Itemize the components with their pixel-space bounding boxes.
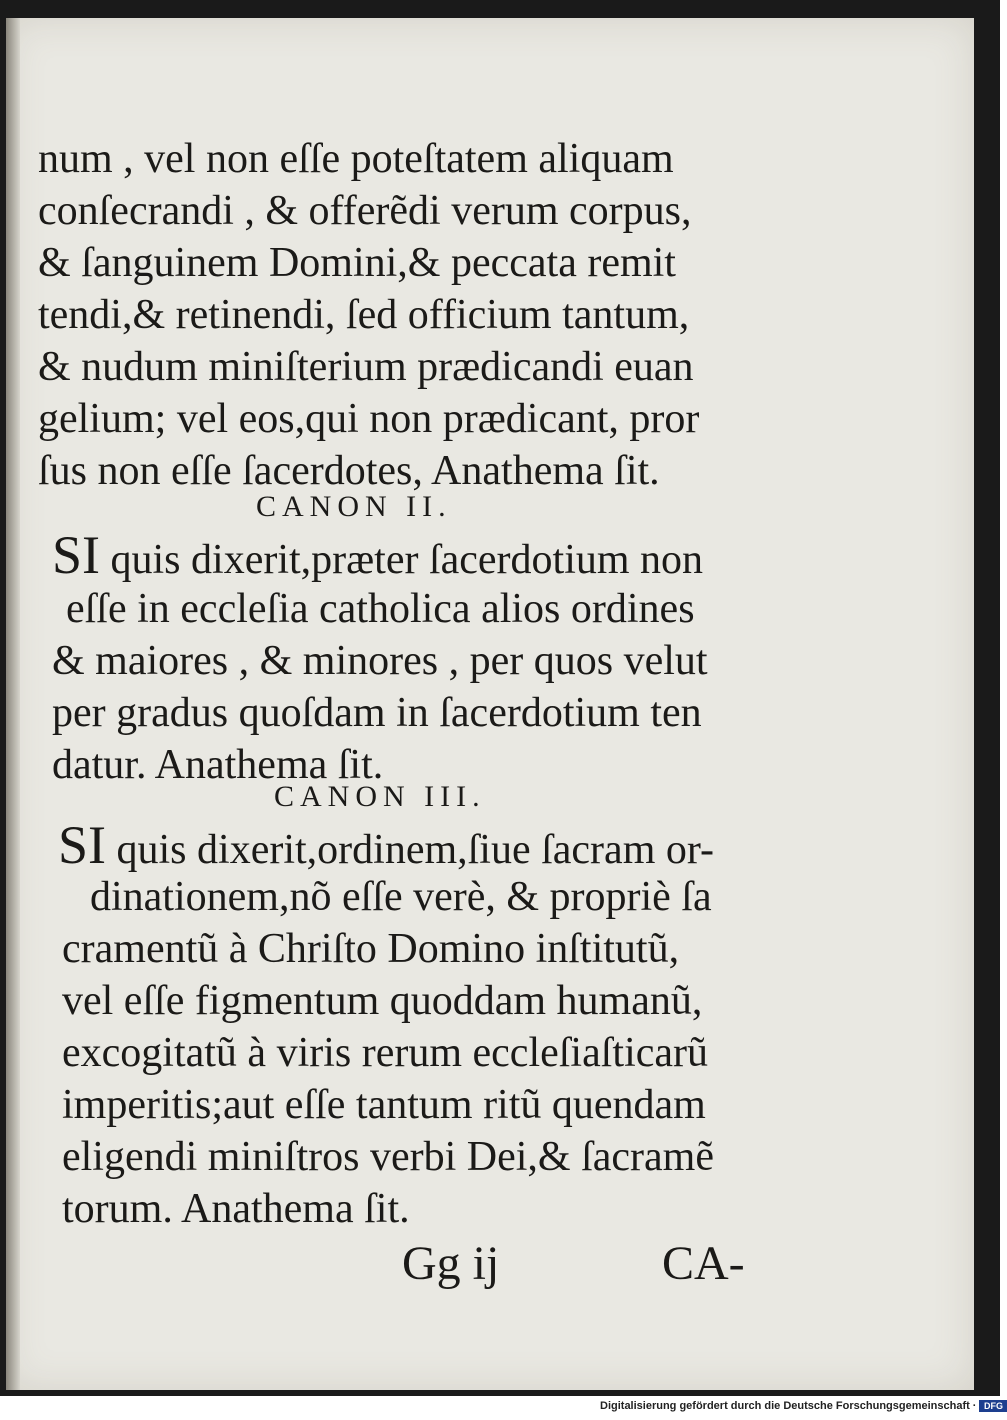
text-line-1: num , vel non eſſe poteſtatem aliquam [38,136,674,182]
canon-2-heading: CANON II. [256,490,452,523]
canon-3-line-5: excogitatũ à viris rerum eccleſiaſticarũ [62,1030,709,1076]
text-line-4: tendi,& retinendi, ſed officium tantum, [38,292,690,338]
credit-text: Digitalisierung gefördert durch die Deutsche Forschungsgemeinschaft [600,1399,970,1412]
canon-3-line-8: torum. Anathema ſit. [62,1186,410,1232]
canon-2-line-3: & maiores , & minores , per quos velut [52,638,708,684]
canon-2-line-5: datur. Anathema ſit. [52,742,384,788]
book-page [6,18,974,1390]
digitization-credit [600,1400,1007,1412]
canon-3-first-line [58,815,714,875]
text-line-3: & ſanguinem Domini,& peccata remit [38,240,676,286]
signature-mark: Gg ij [402,1237,500,1290]
canon-3-line-3: cramentũ à Chriſto Domino inſtitutũ, [62,926,680,972]
text-line-2: conſecrandi , & offerẽdi verum corpus, [38,188,692,234]
canon-3-line-6: imperitis;aut eſſe tantum ritũ quendam [62,1082,706,1128]
credit-separator: · [972,1399,977,1412]
canon-3-line-2: dinationem,nõ eſſe verè, & propriè ſa [90,874,712,920]
canon-3-first-text: quis dixerit,ordinem,ſiue ſacram or- [106,827,714,873]
canon-3-dropcap: SI [58,815,107,875]
canon-2-first-line [52,525,704,585]
canon-2-first-text: quis dixerit,præter ſacerdotium non [100,537,704,583]
canon-3-line-4: vel eſſe figmentum quoddam humanũ, [62,978,703,1024]
canon-3-heading: CANON III. [274,780,486,813]
canon-3-line-7: eligendi miniſtros verbi Dei,& ſacramẽ [62,1134,714,1180]
dfg-logo: DFG [979,1400,1007,1412]
text-line-6: gelium; vel eos,qui non prædicant, pror [38,396,700,442]
canon-2-line-4: per gradus quoſdam in ſacerdotium ten [52,690,702,736]
page-text [6,18,974,1390]
text-line-5: & nudum miniſterium prædicandi euan [38,344,694,390]
canon-2-line-2: eſſe in eccleſia catholica alios ordines [66,586,695,632]
canon-2-dropcap: SI [52,525,101,585]
catchword: CA- [662,1237,745,1290]
text-line-7: ſus non eſſe ſacerdotes, Anathema ſit. [38,448,660,494]
